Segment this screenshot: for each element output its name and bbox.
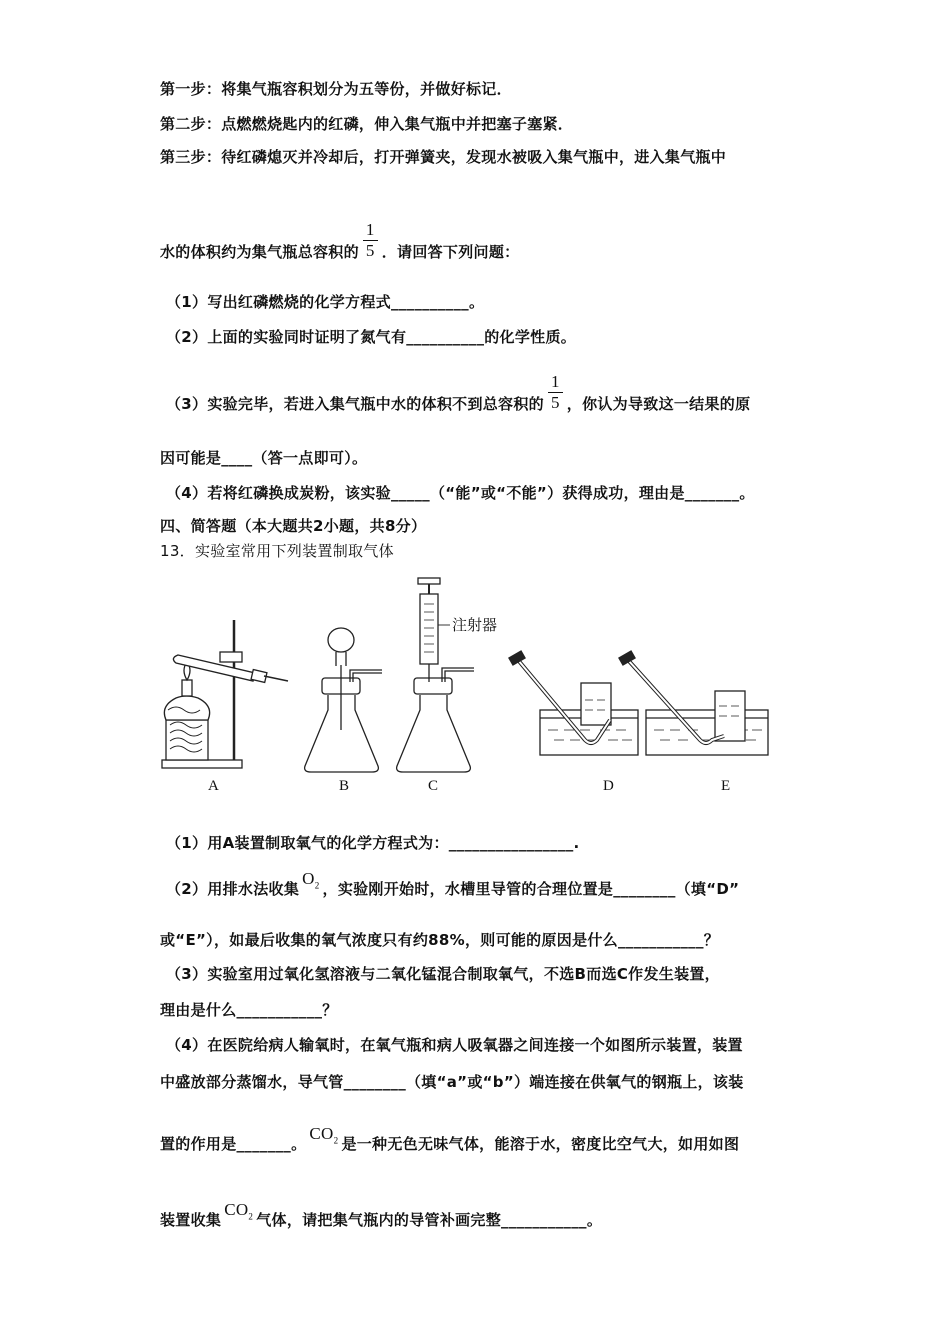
q12-part-3-text: （3）实验完毕，若进入集气瓶中水的体积不到总容积的 bbox=[166, 395, 544, 413]
q12-part-2: （2）上面的实验同时证明了氮气有__________的化学性质。 bbox=[166, 328, 577, 346]
q13-part-4: （4）在医院给病人输氧时，在氧气瓶和病人吸氧器之间连接一个如图所示装置，装置 bbox=[166, 1036, 743, 1054]
step-2: 第二步：点燃燃烧匙内的红磷，伸入集气瓶中并把塞子塞紧． bbox=[160, 115, 574, 133]
q12-part-3-continued: 因可能是____（答一点即可）。 bbox=[160, 449, 368, 467]
q13-part-4-line-3-tail: 是一种无色无味气体，能溶于水，密度比空气大，如用如图 bbox=[341, 1135, 740, 1153]
q13-part-4-line-3 bbox=[160, 1124, 740, 1155]
step-1: 第一步：将集气瓶容积划分为五等份，并做好标记． bbox=[160, 80, 512, 98]
q12-part-1: （1）写出红磷燃烧的化学方程式__________。 bbox=[166, 293, 485, 311]
apparatus-e bbox=[619, 651, 768, 755]
formula-co2: $CO_2$ bbox=[309, 1124, 339, 1146]
q13-part-4-line-4-tail: 气体，请把集气瓶内的导管补画完整___________。 bbox=[256, 1211, 603, 1229]
q13-part-2-text: （2）用排水法收集 bbox=[166, 880, 300, 898]
formula-o2: $O_2$ bbox=[302, 869, 320, 891]
formula-co2-2: $CO_2$ bbox=[224, 1200, 254, 1222]
q13-part-2-tail: ，实验刚开始时，水槽里导管的合理位置是________（填“D” bbox=[322, 880, 740, 898]
q13-part-4-line-2: 中盛放部分蒸馏水，导气管________（填“a”或“b”）端连接在供氧气的钢瓶上，该装 bbox=[160, 1073, 744, 1091]
q13-part-4-line-4 bbox=[160, 1200, 603, 1231]
label-c: C bbox=[428, 778, 439, 794]
q13-part-2 bbox=[166, 869, 740, 900]
step-3-tail: ．请回答下列问题： bbox=[381, 243, 520, 261]
q13-part-1: （1）用A装置制取氧气的化学方程式为：________________. bbox=[166, 834, 580, 852]
label-e: E bbox=[721, 778, 731, 794]
q13-part-3-continued: 理由是什么___________？ bbox=[160, 1001, 338, 1019]
q12-part-3-tail: ，你认为导致这一结果的原 bbox=[566, 395, 751, 413]
step-3-continued bbox=[160, 220, 520, 273]
label-d: D bbox=[603, 778, 614, 794]
q13-part-2-continued: 或“E”），如最后收集的氧气浓度只有约88%，则可能的原因是什么___________？ bbox=[160, 931, 720, 949]
step-3-text: 水的体积约为集气瓶总容积的 bbox=[160, 243, 359, 261]
q12-part-3 bbox=[166, 372, 751, 425]
apparatus-diagram bbox=[160, 570, 800, 800]
apparatus-d bbox=[509, 651, 638, 755]
fraction-one-fifth-2: $\frac{1}{5}$ bbox=[548, 372, 563, 413]
apparatus-c bbox=[397, 578, 474, 772]
label-a: A bbox=[208, 778, 219, 794]
syringe-label: 注射器 bbox=[452, 616, 498, 634]
q12-part-4: （4）若将红磷换成炭粉，该实验_____（“能”或“不能”）获得成功，理由是_______。 bbox=[166, 484, 755, 502]
q13-part-3: （3）实验室用过氧化氢溶液与二氧化锰混合制取氧气，不选B而选C作发生装置， bbox=[166, 965, 720, 983]
apparatus-a bbox=[162, 620, 288, 768]
q13-title: 13．实验室常用下列装置制取气体 bbox=[160, 542, 394, 560]
step-3: 第三步：待红磷熄灭并冷却后，打开弹簧夹，发现水被吸入集气瓶中，进入集气瓶中 bbox=[160, 148, 727, 166]
label-b: B bbox=[339, 778, 350, 794]
section-heading: 四、简答题（本大题共2小题，共8分） bbox=[160, 517, 427, 535]
fraction-one-fifth: $\frac{1}{5}$ bbox=[363, 220, 378, 261]
q13-part-4-line-3-text: 置的作用是_______。 bbox=[160, 1135, 307, 1153]
apparatus-b bbox=[305, 628, 382, 772]
q13-part-4-line-4-text: 装置收集 bbox=[160, 1211, 222, 1229]
